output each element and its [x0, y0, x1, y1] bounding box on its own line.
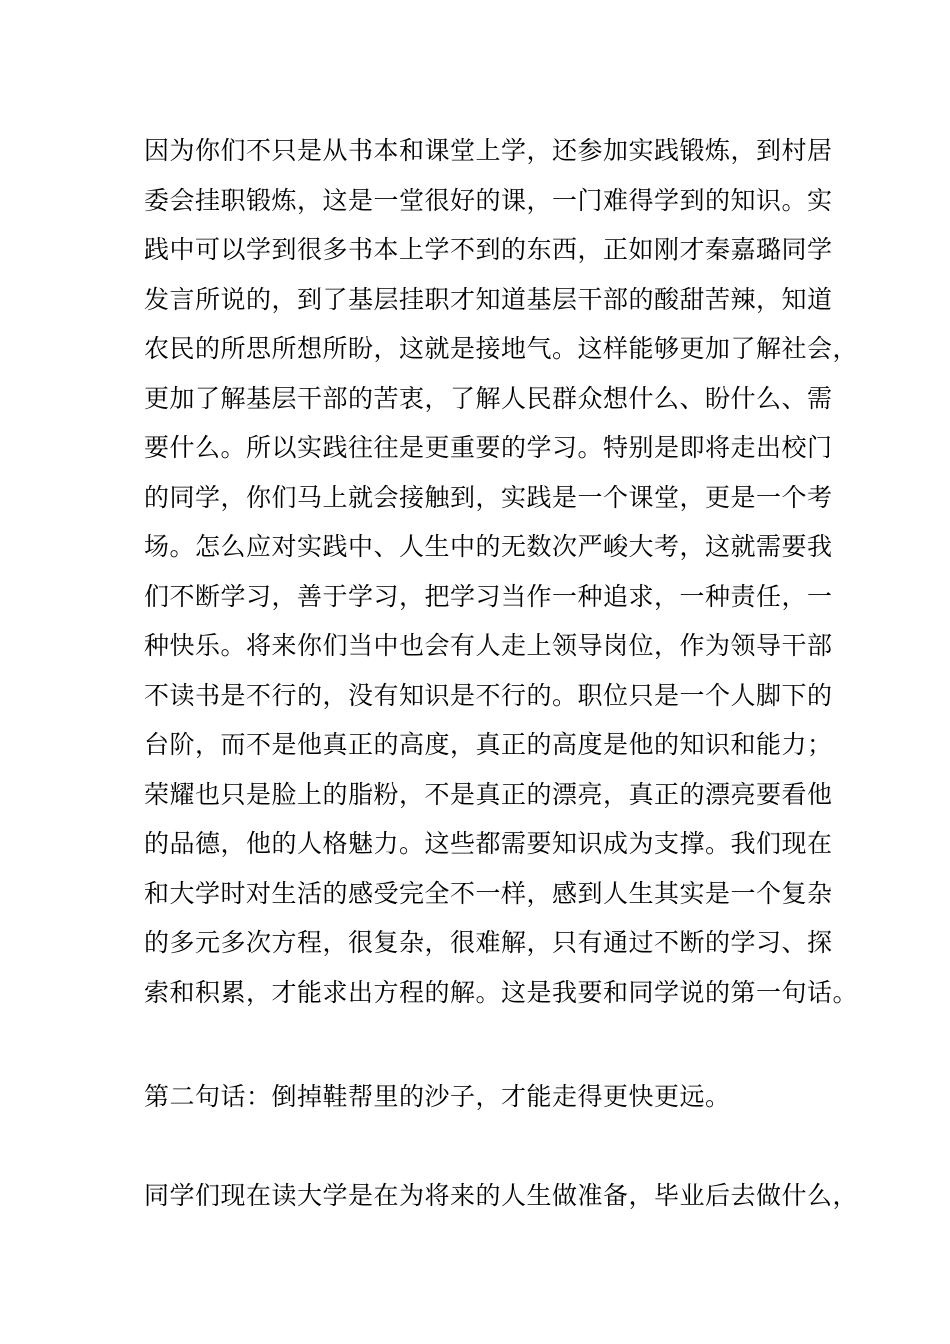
text-line: 委会挂职锻炼，这是一堂很好的课，一门难得学到的知识。实 — [144, 185, 833, 215]
text-line: 践中可以学到很多书本上学不到的东西，正如刚才秦嘉璐同学 — [144, 235, 833, 264]
paragraph-third — [144, 1171, 859, 1221]
text-line: 要什么。所以实践往往是更重要的学习。特别是即将走出校门 — [144, 433, 833, 462]
text-line: 农民的所思所想所盼，这就是接地气。这样能够更加了解社会， — [144, 334, 859, 363]
text-line: 因为你们不只是从书本和课堂上学，还参加实践锻炼，到村居 — [144, 136, 833, 165]
text-line: 种快乐。将来你们当中也会有人走上领导岗位，作为领导干部 — [144, 631, 833, 660]
text-line: 台阶，而不是他真正的高度，真正的高度是他的知识和能力； — [144, 730, 833, 759]
text-line: 更加了解基层干部的苦衷，了解人民群众想什么、盼什么、需 — [144, 383, 833, 413]
text-line: 不读书是不行的，没有知识是不行的。职位只是一个人脚下的 — [144, 680, 833, 710]
text-line: 们不断学习，善于学习，把学习当作一种追求，一种责任，一 — [144, 581, 833, 611]
text-line: 同学们现在读大学是在为将来的人生做准备，毕业后去做什么， — [144, 1181, 859, 1210]
text-line: 第二句话：倒掉鞋帮里的沙子，才能走得更快更远。 — [144, 1082, 731, 1111]
paragraph-second-sentence-heading — [144, 1072, 824, 1122]
text-line: 索和积累，才能求出方程的解。这是我要和同学说的第一句话。 — [144, 977, 859, 1007]
text-line: 和大学时对生活的感受完全不一样，感到人生其实是一个复杂 — [144, 878, 833, 908]
text-line: 场。怎么应对实践中、人生中的无数次严峻大考，这就需要我 — [144, 532, 833, 561]
text-line: 的品德，他的人格魅力。这些都需要知识成为支撑。我们现在 — [144, 829, 833, 858]
text-line: 的多元多次方程，很复杂，很难解，只有通过不断的学习、探 — [144, 928, 833, 957]
text-line: 荣耀也只是脸上的脂粉，不是真正的漂亮，真正的漂亮要看他 — [144, 779, 833, 809]
text-line: 的同学，你们马上就会接触到，实践是一个课堂，更是一个考 — [144, 482, 833, 512]
paragraph-first-sentence — [144, 126, 859, 1017]
text-line: 发言所说的，到了基层挂职才知道基层干部的酸甜苦辣，知道 — [144, 284, 833, 314]
